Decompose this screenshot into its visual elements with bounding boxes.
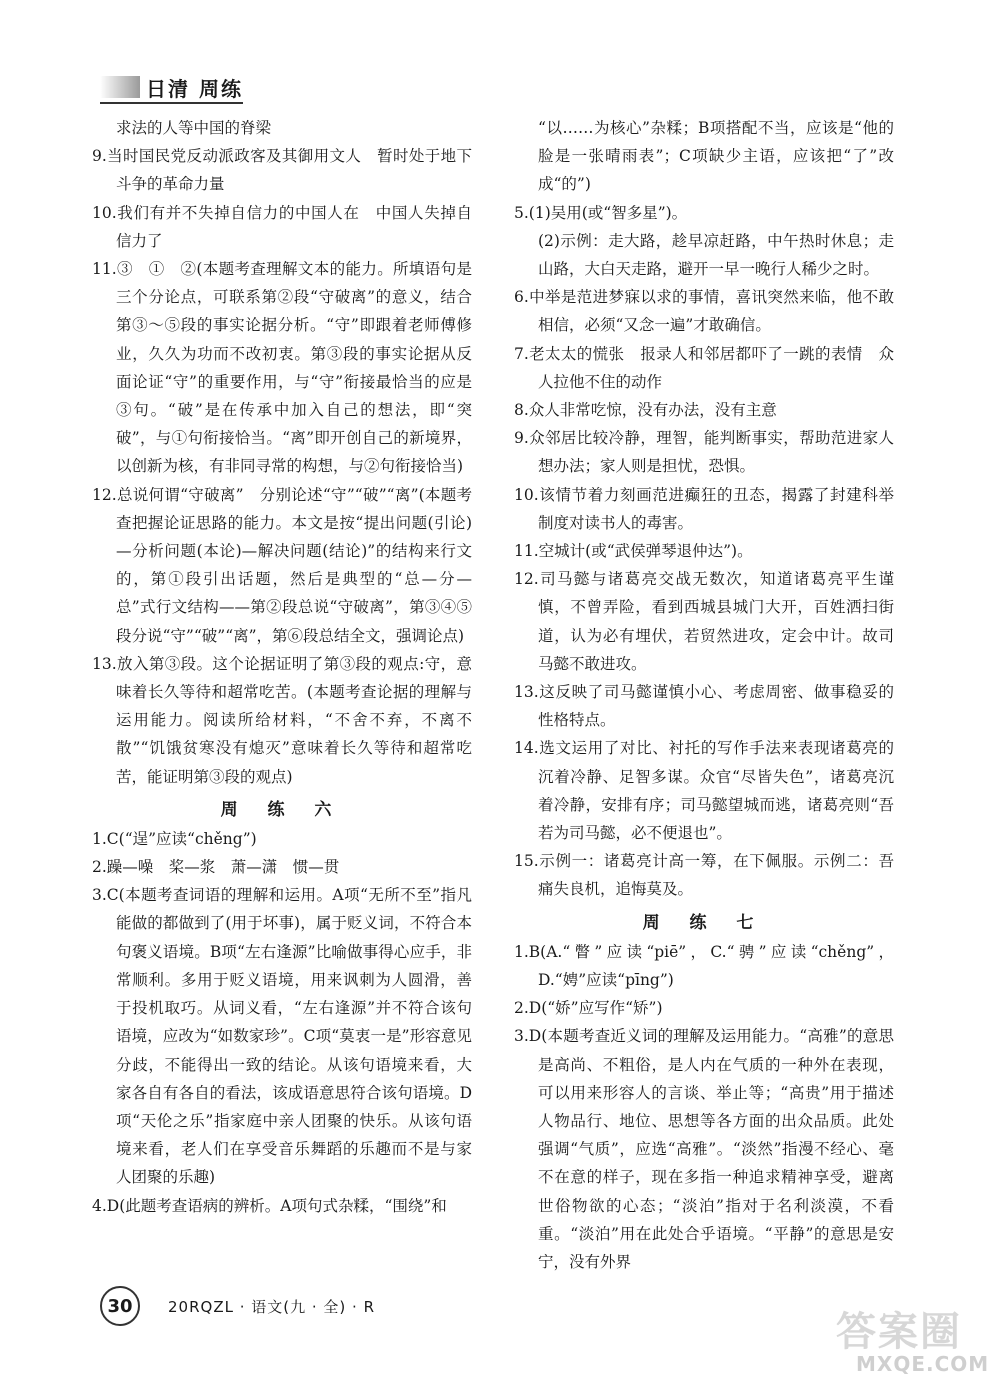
answer-item: 11.③ ① ②(本题考查理解文本的能力。所填语句是三个分论点，可联系第②段“守破离”的意义，结合第③～⑤段的事实论据分析。“守”即跟着老师傅修业，久久为功而不改初衷。第③段的事实论据从反面论证“守”的重要作用，与“守”衔接最恰当的应是③句。“破”是在传承中加入自己的想法，即“突破”，与①句衔接恰当。“离”即开创自己的新境界，以创新为核，有非同寻常的构想，与②句衔接恰当) [92, 260, 472, 476]
answer-item: 9.当时国民党反动派政客及其御用文人 暂时处于地下斗争的革命力量 [92, 147, 472, 194]
section-title-week6: 周 练 六 [220, 799, 344, 820]
section-title-week7: 周 练 七 [642, 912, 766, 933]
answer-item: 9.众邻居比较冷静，理智，能判断事实，帮助范进家人想办法；家人则是担忧，恐惧。 [514, 429, 894, 476]
answer-item: 12.司马懿与诸葛亮交战无数次，知道诸葛亮平生谨慎，不曾弄险，看到西城县城门大开，百姓洒扫街道，认为必有埋伏，若贸然进攻，定会中计。故司马懿不敢进攻。 [514, 570, 894, 673]
header-title: 日清 周练 [146, 76, 243, 101]
answer-item: 3.D(本题考查近义词的理解及运用能力。“高雅”的意思是高尚、不粗俗，是人内在气质的一种外在表现，可以用来形容人的言谈、举止等；“高贵”用于描述人物品行、地位、思想等各方面的出众品质。此处强调“气质”，应选“高雅”。“淡然”指漫不经心、毫不在意的样子，现在多指一种追求精神享受，避离世俗物欲的心态；“淡泊”指对于名利淡漠，不看重。“淡泊”用在此处合乎语境。“平静”的意思是安宁，没有外界 [514, 1027, 894, 1271]
left-column [92, 114, 472, 1220]
watermark-url: MXQE.COM [856, 1352, 990, 1376]
answer-item: 13.这反映了司马懿谨慎小心、考虑周密、做事稳妥的性格特点。 [514, 683, 894, 730]
answer-item: 1.C(“逞”应读“chěng”) [92, 829, 257, 848]
answer-item: 5.(1)吴用(或“智多星”)。 [514, 203, 688, 222]
answer-item: 13.放入第③段。这个论据证明了第③段的观点:守，意味着长久等待和超常吃苦。(本题考查论据的理解与运用能力。阅读所给材料，“不舍不弃，不离不散”“饥饿贫寒没有熄灭”意味着长久等待和超常吃苦，能证明第③段的观点) [92, 654, 472, 786]
answer-item: 15.示例一：诸葛亮计高一筹，在下佩服。示例二：吾痛失良机，追悔莫及。 [514, 852, 894, 899]
answer-item: 6.中举是范进梦寐以求的事情，喜讯突然来临，他不敢相信，必须“又念一遍”才敢确信。 [514, 288, 894, 335]
answer-item: 14.选文运用了对比、衬托的写作手法来表现诸葛亮的沉着冷静、足智多谋。众官“尽皆失色”，诸葛亮沉着冷静，安排有序；司马懿望城而逃，诸葛亮则“吾若为司马懿，必不便退也”。 [514, 739, 894, 843]
watermark-text: 答案圈 [836, 1309, 962, 1355]
answer-item: 10.我们有并不失掉自信力的中国人在 中国人失掉自信力了 [92, 203, 472, 250]
answer-item: 2.躁—噪 桨—浆 萧—潇 惯—贯 [92, 858, 340, 877]
answer-item: 3.C(本题考查词语的理解和运用。A项“无所不至”指凡能做的都做到了(用于坏事)，属于贬义词，不符合本句褒义语境。B项“左右逢源”比喻做事得心应手，非常顺利。多用于贬义语境，用来讽刺为人圆滑，善于投机取巧。从词义看，“左右逢源”并不符合该句语境，应改为“如数家珍”。C项“莫衷一是”形容意见分歧，不能得出一致的结论。从该句语境来看，大家各自有各自的看法，该成语意思符合该句语境。D项“天伦之乐”指家庭中亲人团聚的快乐。从该句语境来看，老人们在享受音乐舞蹈的乐趣而不是与家人团聚的乐趣) [92, 886, 472, 1187]
answer-item: (2)示例：走大路，趁早凉赶路，中午热时休息；走山路，大白天走路，避开一早一晚行人稀少之时。 [538, 231, 894, 279]
book-code: 20RQZL · 语文(九 · 全) · R [168, 1297, 375, 1316]
answer-item: 求法的人等中国的脊梁 [116, 119, 272, 137]
header-underline [100, 102, 243, 104]
answer-item: 11.空城计(或“武侯弹琴退仲达”)。 [514, 542, 753, 561]
header-decoration [100, 76, 140, 98]
watermark-logo [836, 1300, 990, 1384]
answer-item: 1.B(A.“瞥”应读“piē”，C.“骋”应读“chěng”，D.“娉”应读“pīng”) [514, 942, 894, 989]
page-header [100, 72, 243, 102]
page-footer [100, 1286, 375, 1326]
answer-item: “以……为核心”杂糅；B项搭配不当，应该是“他的脸是一张晴雨表”；C项缺少主语，应该把“了”改成“的”) [538, 119, 894, 194]
answer-item: 4.D(此题考查语病的辨析。A项句式杂糅，“围绕”和 [92, 1196, 447, 1215]
answer-item: 8.众人非常吃惊，没有办法，没有主意 [514, 401, 777, 420]
answer-item: 2.D(“娇”应写作“矫”) [514, 999, 663, 1018]
answer-item: 10.该情节着力刻画范进癫狂的丑态，揭露了封建科举制度对读书人的毒害。 [514, 485, 894, 532]
answer-item: 12.总说何谓“守破离” 分别论述“守”“破”“离”(本题考查把握论证思路的能力。本文是按“提出问题(引论)—分析问题(本论)—解决问题(结论)”的结构来行文的，第①段引出话题，然后是典型的“总—分—总”式行文结构——第②段总说“守破离”，第③④⑤段分说“守”“破”“离”，第⑥段总结全文，强调论点) [92, 485, 472, 645]
answer-item: 7.老太太的慌张 报录人和邻居都吓了一跳的表情 众人拉他不住的动作 [514, 344, 894, 391]
right-column [514, 114, 894, 1276]
page-number: 30 [100, 1286, 140, 1326]
